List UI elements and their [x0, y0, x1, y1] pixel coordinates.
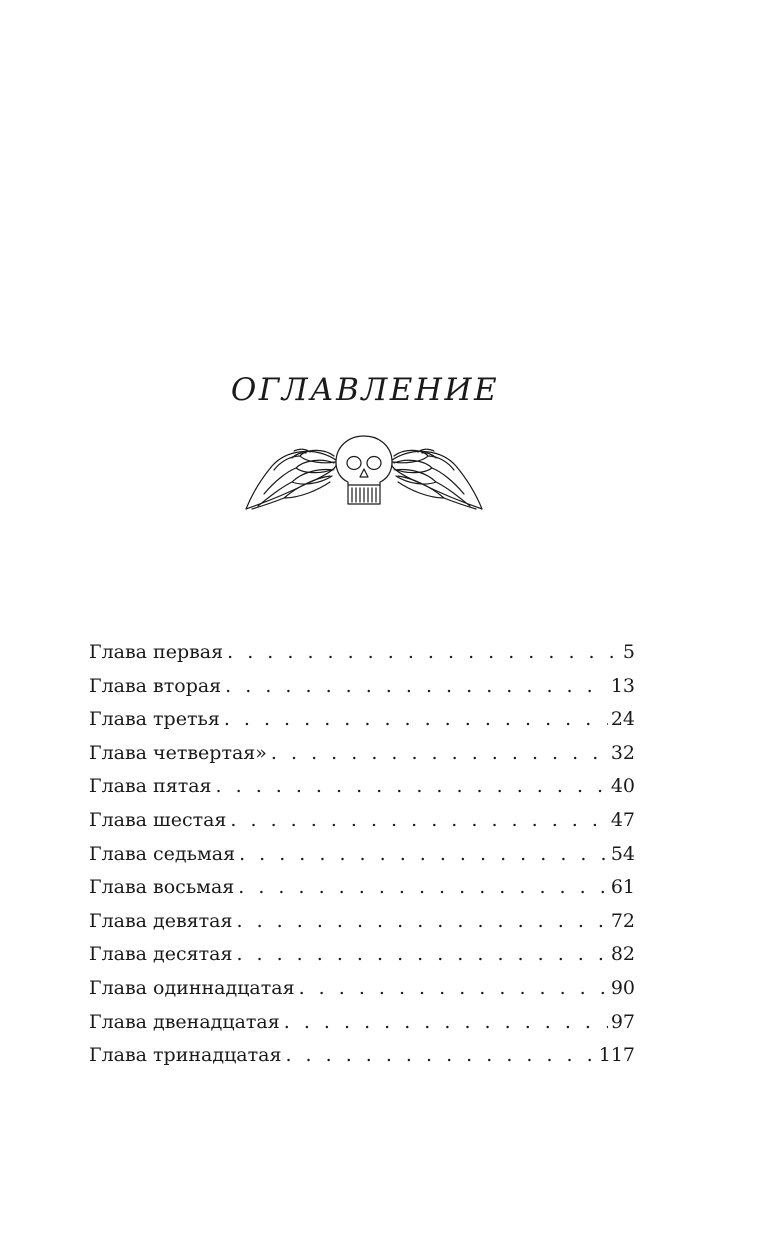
left-wing-icon: [246, 449, 336, 509]
toc-entry[interactable]: [89, 770, 635, 804]
winged-skull-icon: [244, 432, 484, 514]
toc-entry-title: Глава девятая: [89, 909, 233, 932]
toc-entry[interactable]: [89, 972, 635, 1006]
toc-entry-title: Глава тринадцатая: [89, 1044, 282, 1067]
toc-dot-leader: [299, 972, 608, 1006]
toc-page-number: 72: [610, 909, 635, 932]
toc-entry[interactable]: [89, 871, 635, 905]
toc-dot-leader: [239, 838, 608, 872]
toc-dot-leader: [236, 938, 607, 972]
toc-entry[interactable]: [89, 804, 635, 838]
toc-entry[interactable]: [89, 670, 635, 704]
toc-entry-title: Глава седьмая: [89, 842, 236, 865]
toc-dot-leader: [238, 871, 608, 905]
toc-entry-title: Глава восьмая: [89, 876, 235, 899]
toc-entry-title: Глава двенадцатая: [89, 1010, 280, 1033]
toc-entry-title: Глава пятая: [89, 775, 212, 798]
toc-page-number: 90: [610, 976, 635, 999]
toc-dot-leader: [225, 670, 608, 704]
toc-entry-title: Глава третья: [89, 708, 220, 731]
toc-page-number: 117: [598, 1044, 635, 1067]
toc-dot-leader: [216, 770, 608, 804]
toc-entry[interactable]: [89, 636, 635, 670]
toc-page-number: 32: [610, 741, 635, 764]
toc-entry[interactable]: [89, 905, 635, 939]
toc-entry[interactable]: [89, 838, 635, 872]
table-of-contents: [89, 636, 635, 1073]
toc-entry-title: Глава четвертая»: [89, 741, 267, 764]
toc-entry-title: Глава шестая: [89, 808, 227, 831]
toc-page-number: 47: [610, 808, 635, 831]
toc-dot-leader: [227, 636, 620, 670]
toc-page-number: 13: [610, 674, 635, 697]
toc-entry[interactable]: [89, 737, 635, 771]
toc-page-number: 61: [610, 876, 635, 899]
toc-page-number: 24: [610, 708, 635, 731]
toc-entry[interactable]: [89, 1006, 635, 1040]
skull-icon: [336, 436, 392, 504]
toc-page-number: 5: [622, 641, 635, 663]
toc-entry[interactable]: [89, 938, 635, 972]
toc-entry-title: Глава десятая: [89, 943, 233, 966]
page-title: ОГЛАВЛЕНИЕ: [230, 372, 500, 408]
toc-dot-leader: [271, 737, 608, 771]
toc-dot-leader: [237, 905, 608, 939]
toc-dot-leader: [285, 1039, 595, 1073]
toc-entry-title: Глава первая: [89, 641, 224, 663]
toc-entry-title: Глава одиннадцатая: [89, 976, 295, 999]
toc-page-number: 97: [610, 1010, 635, 1033]
toc-entry[interactable]: [89, 1039, 635, 1073]
toc-dot-leader: [230, 804, 607, 838]
toc-entry[interactable]: [89, 703, 635, 737]
toc-entry-title: Глава вторая: [89, 674, 222, 697]
toc-page-number: 40: [610, 775, 635, 798]
toc-dot-leader: [224, 703, 608, 737]
toc-dot-leader: [284, 1006, 608, 1040]
right-wing-icon: [392, 449, 482, 509]
toc-page-number: 54: [610, 842, 635, 865]
toc-page-number: 82: [610, 943, 635, 966]
